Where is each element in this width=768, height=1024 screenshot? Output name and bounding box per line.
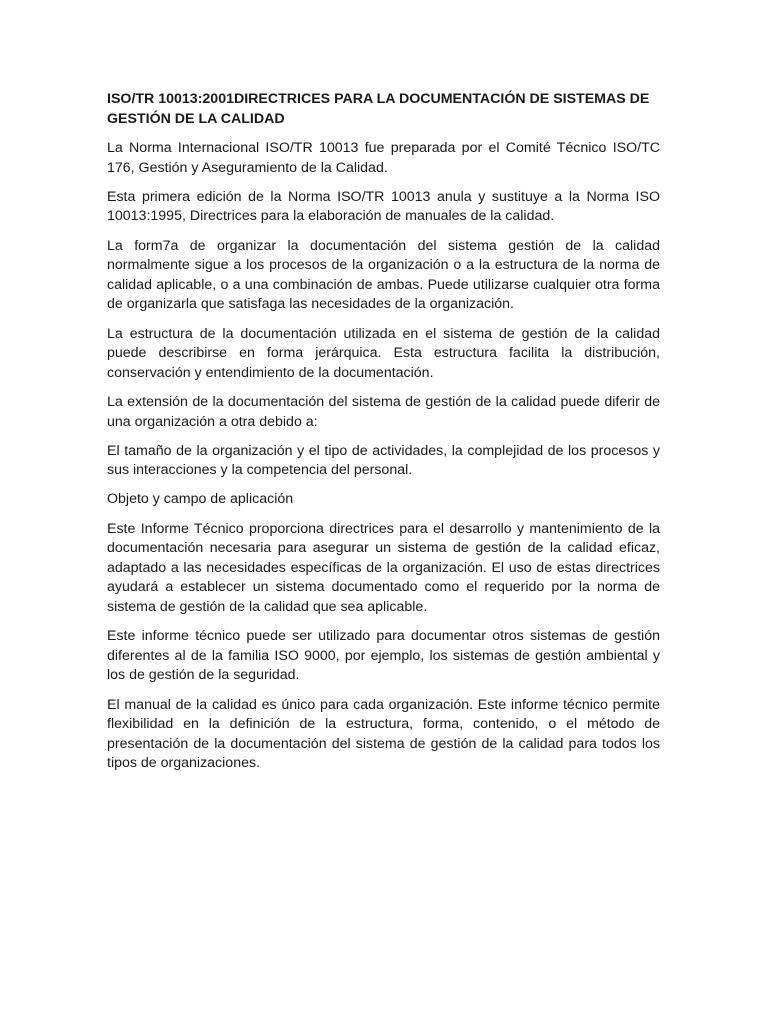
- paragraph: Este informe técnico puede ser utilizado para documentar otros sistemas de gestión diferentes al de la familia ISO 9000, por ejemplo, los sistemas de gestión ambiental y los de gestión de la seguridad.: [107, 628, 660, 684]
- paragraph: Esta primera edición de la Norma ISO/TR 10013 anula y sustituye a la Norma ISO 10013:1995, Directrices para la elaboración de manuales de la calidad.: [107, 188, 660, 225]
- document-page: [107, 90, 660, 784]
- paragraph: El manual de la calidad es único para cada organización. Este informe técnico permite flexibilidad en la definición de la estructura, forma, contenido, o el método de presentación de la documentación del sistema de gestión de la calidad para todos los tipos de organizaciones.: [107, 696, 660, 772]
- paragraph: La extensión de la documentación del sistema de gestión de la calidad puede diferir de una organización a otra debido a:: [107, 393, 660, 430]
- section-heading: Objeto y campo de aplicación: [107, 491, 294, 508]
- paragraph: La form7a de organizar la documentación del sistema gestión de la calidad normalmente sigue a los procesos de la organización o a la estructura de la norma de calidad aplicable, o a una combinación de ambas. Puede utilizarse cualquier otra forma de organizarla que satisfaga las necesidades de la organización.: [107, 237, 660, 313]
- paragraph: Este Informe Técnico proporciona directrices para el desarrollo y mantenimiento de la documentación necesaria para asegurar un sistema de gestión de la calidad eficaz, adaptado a las necesidades específicas de la organización. El uso de estas directrices ayudará a establecer un sistema documentado como el requerido por la norma de sistema de gestión de la calidad que sea aplicable.: [107, 520, 660, 616]
- document-title: ISO/TR 10013:2001DIRECTRICES PARA LA DOCUMENTACIÓN DE SISTEMAS DE GESTIÓN DE LA CALIDAD: [107, 91, 650, 127]
- paragraph: La estructura de la documentación utilizada en el sistema de gestión de la calidad puede describirse en forma jerárquica. Esta estructura facilita la distribución, conservación y entendimiento de la documentación.: [107, 325, 660, 381]
- paragraph: La Norma Internacional ISO/TR 10013 fue preparada por el Comité Técnico ISO/TC 176, Gestión y Aseguramiento de la Calidad.: [107, 140, 660, 176]
- paragraph: El tamaño de la organización y el tipo de actividades, la complejidad de los procesos y sus interacciones y la competencia del personal.: [107, 442, 660, 479]
